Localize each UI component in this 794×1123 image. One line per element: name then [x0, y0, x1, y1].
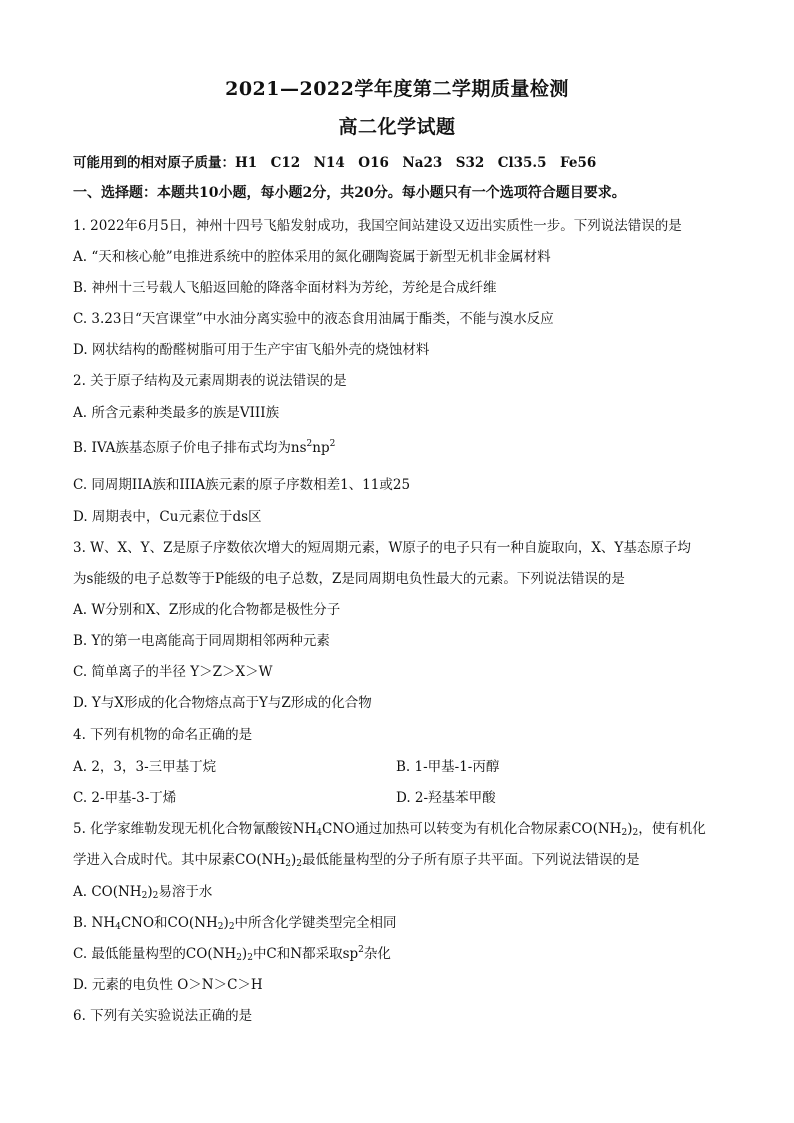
q2-option-d: D. 周期表中，Cu元素位于ds区 — [73, 509, 262, 525]
q2-option-c: C. 同周期IIA族和IIIA族元素的原子序数相差1、11或25 — [73, 477, 411, 493]
q1-option-b: B. 神州十三号载人飞船返回舱的降落伞面材料为芳纶，芳纶是合成纤维 — [73, 280, 497, 296]
q5-text: CNO通过加热可以转变为有机化合物尿素CO(NH — [322, 821, 622, 837]
q2-stem: 2. 关于原子结构及元素周期表的说法错误的是 — [73, 373, 347, 389]
subscript: 4 — [316, 828, 322, 838]
subscript: 2 — [141, 891, 148, 901]
q1-option-a: A. “天和核心舱”电推进系统中的腔体采用的氮化硼陶瓷属于新型无机非金属材料 — [73, 249, 551, 265]
q3-stem-line1: 3. W、X、Y、Z是原子序数依次增大的短周期元素，W原子的电子只有一种自旋取向，X、Y基态原子均 — [73, 540, 691, 556]
superscript: 2 — [306, 439, 313, 449]
q5-a-text: ) — [147, 884, 153, 900]
subscript: 2 — [247, 953, 253, 963]
q2-option-a: A. 所含元素种类最多的族是VIII族 — [73, 405, 280, 421]
q5-c-text: 杂化 — [363, 946, 391, 962]
q4-option-a: A. 2，3，3-三甲基丁烷 — [73, 759, 217, 775]
subscript: 2 — [228, 922, 235, 932]
q5-option-c — [73, 942, 391, 963]
subscript: 2 — [152, 891, 159, 901]
q5-stem-line2 — [73, 848, 640, 869]
superscript: 2 — [358, 945, 364, 955]
superscript: 2 — [329, 439, 336, 449]
section-heading: 一、选择题：本题共10小题，每小题2分，共20分。每小题只有一个选项符合题目要求。 — [73, 185, 626, 201]
q5-c-text: ) — [241, 946, 248, 962]
q3-option-d: D. Y与X形成的化合物熔点高于Y与Z形成的化合物 — [73, 695, 372, 711]
q1-stem: 1. 2022年6月5日，神州十四号飞船发射成功，我国空间站建设又迈出实质性一步。下列说法错误的是 — [73, 218, 682, 234]
q4-stem: 4. 下列有机物的命名正确的是 — [73, 727, 253, 743]
q5-option-a — [73, 880, 212, 901]
q5-c-text: 中C和N都采取sp — [252, 946, 359, 962]
q1-option-d: D. 网状结构的酚醛树脂可用于生产宇宙飞船外壳的烧蚀材料 — [73, 342, 430, 358]
exam-title: 2021—2022学年度第二学期质量检测 — [225, 78, 569, 100]
q6-stem: 6. 下列有关实验说法正确的是 — [73, 1008, 253, 1024]
q4-option-b: B. 1-甲基-1-丙醇 — [396, 759, 500, 775]
subscript: 2 — [632, 828, 639, 838]
exam-subtitle: 高二化学试题 — [338, 116, 456, 138]
q5-b-text: CNO和CO(NH — [120, 915, 218, 931]
q5-a-text: A. CO(NH — [73, 884, 142, 900]
subscript: 4 — [115, 922, 121, 932]
atomic-masses-line: 可能用到的相对原子质量：H1 C12 N14 O16 Na23 S32 Cl35.5 Fe56 — [73, 155, 597, 171]
q2-b-text: B. IVA族基态原子价电子排布式均为ns — [73, 440, 307, 456]
q3-option-b: B. Y的第一电离能高于同周期相邻两种元素 — [73, 633, 330, 649]
q3-option-a: A. W分别和X、Z形成的化合物都是极性分子 — [73, 602, 341, 618]
q5-b-text: ) — [223, 915, 229, 931]
q5-text: 5. 化学家维勒发现无机化合物氰酸铵NH — [73, 821, 317, 837]
q5-text: ，使有机化 — [638, 821, 706, 837]
q5-text: ) — [627, 821, 633, 837]
q5-b-text: B. NH — [73, 915, 116, 931]
subscript: 2 — [296, 859, 302, 869]
q5-a-text: 易溶于水 — [158, 884, 213, 900]
q1-option-c: C. 3.23日“天宫课堂”中水油分离实验中的液态食用油属于酯类，不能与溴水反应 — [73, 311, 554, 327]
q5-option-b — [73, 911, 397, 932]
q4-option-d: D. 2-羟基苯甲酸 — [396, 790, 496, 806]
q4-option-c: C. 2-甲基-3-丁烯 — [73, 790, 177, 806]
q5-stem-line1 — [73, 817, 706, 838]
q5-b-text: 中所含化学键类型完全相同 — [234, 915, 397, 931]
q2-b-text: np — [312, 440, 330, 456]
subscript: 2 — [621, 828, 628, 838]
q5-text: ) — [290, 852, 297, 868]
subscript: 2 — [285, 859, 291, 869]
q3-stem-line2: 为s能级的电子总数等于P能级的电子总数，Z是同周期电负性最大的元素。下列说法错误的是 — [73, 571, 625, 587]
subscript: 2 — [236, 953, 242, 963]
q5-option-d: D. 元素的电负性 O＞N＞C＞H — [73, 977, 263, 993]
q5-text: 最低能量构型的分子所有原子共平面。下列说法错误的是 — [302, 852, 640, 868]
q5-c-text: C. 最低能量构型的CO(NH — [73, 946, 237, 962]
q3-option-c: C. 简单离子的半径 Y＞Z＞X＞W — [73, 664, 273, 680]
q2-option-b — [73, 436, 335, 456]
q5-text: 学进入合成时代。其中尿素CO(NH — [73, 852, 286, 868]
subscript: 2 — [217, 922, 224, 932]
